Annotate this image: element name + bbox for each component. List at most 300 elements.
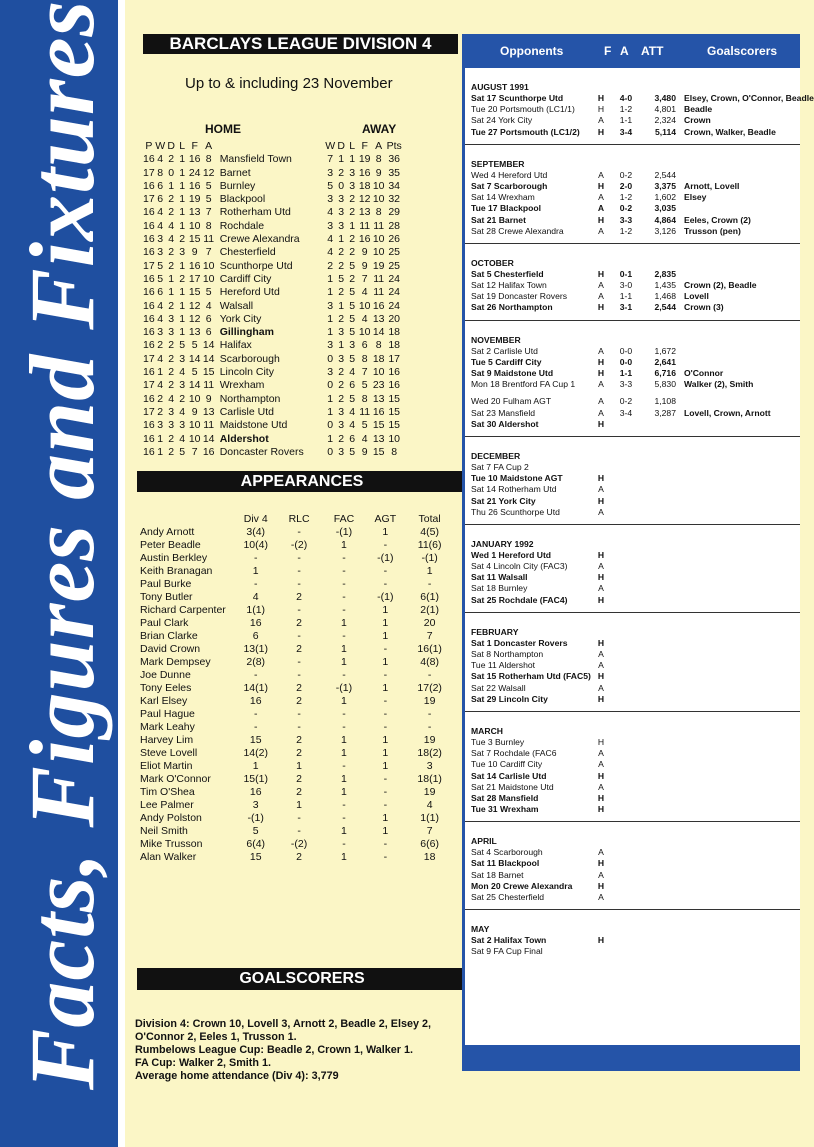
fixture-venue: H: [597, 792, 605, 803]
league-cell: 4: [157, 153, 164, 166]
league-cell: 3: [349, 179, 356, 192]
appearance-cell: -: [297, 812, 301, 824]
league-cell: 4: [361, 432, 368, 445]
fixture-opponent: Sat 18 Barnet: [471, 869, 524, 880]
fixture-venue: A: [598, 192, 604, 203]
league-cell: 3: [327, 219, 334, 232]
league-cell: 16: [143, 366, 155, 379]
fixture-venue: A: [598, 345, 604, 356]
league-cell: 2: [338, 379, 345, 392]
appearance-cell: -: [297, 565, 301, 577]
fixture-venue: A: [598, 506, 604, 517]
league-cell: 2: [349, 233, 356, 246]
league-cell: 2: [349, 246, 356, 259]
fixture-attendance: 2,544: [654, 169, 676, 180]
team-name: Blackpool: [219, 193, 266, 206]
fixture-venue: A: [598, 759, 604, 770]
league-cell: 34: [388, 179, 401, 192]
appearance-cell: 1: [382, 526, 389, 538]
fixture-venue: A: [598, 291, 604, 302]
league-cell: 1: [157, 432, 164, 445]
fixture-attendance: 2,641: [654, 356, 676, 367]
player-name: Joe Dunne: [140, 669, 191, 681]
appearance-cell: 1: [252, 760, 259, 772]
fixture-venue: H: [597, 804, 605, 815]
fixture-row: [471, 935, 800, 946]
league-cell: 16: [372, 405, 385, 418]
fixture-venue: A: [598, 280, 604, 291]
fixture-goalscorers: Arnott, Lovell: [684, 180, 740, 191]
league-cell: 2: [157, 339, 164, 352]
league-cell: 16: [188, 179, 201, 192]
league-cell: 3: [168, 326, 175, 339]
league-cell: 16: [143, 219, 155, 232]
fixture-venue: A: [598, 869, 604, 880]
team-name: Aldershot: [219, 432, 269, 445]
league-cell: 11: [203, 233, 215, 246]
league-cell: 2: [338, 432, 345, 445]
fixture-row: [471, 748, 800, 759]
team-name: Mansfield Town: [219, 153, 292, 166]
appearance-cell: 2(8): [246, 656, 266, 668]
fixture-goalscorers: Eeles, Crown (2): [684, 214, 751, 225]
fixture-score: 0-0: [619, 356, 633, 367]
fixture-opponent: Sat 4 Lincoln City (FAC3): [471, 561, 568, 572]
league-cell: 5: [179, 445, 186, 458]
league-cell: 7: [205, 206, 212, 219]
league-cell: 1: [327, 272, 334, 285]
league-cell: 2: [168, 432, 175, 445]
fixture-venue: H: [597, 770, 605, 781]
appearance-row: [140, 825, 455, 838]
league-cell: 6: [361, 339, 368, 352]
fixture-row: [471, 946, 800, 957]
appearance-cell: -: [253, 708, 258, 720]
appearance-cell: 4: [426, 799, 433, 811]
fixture-opponent: Sat 9 FA Cup Final: [471, 946, 543, 957]
appearances-col-header: RLC: [288, 513, 310, 525]
league-cell: 2: [327, 259, 334, 272]
league-cell: 7: [205, 246, 212, 259]
fixture-venue: H: [597, 858, 605, 869]
league-cell: 4: [327, 233, 334, 246]
league-cell: 16: [143, 419, 155, 432]
appearance-row: [140, 838, 455, 851]
appearance-cell: 17(2): [417, 682, 442, 694]
league-cell: 1: [179, 259, 186, 272]
league-cell: 3: [338, 206, 345, 219]
fixture-row: [471, 269, 800, 280]
league-cell: 18: [358, 179, 371, 192]
league-cell: 3: [338, 405, 345, 418]
league-cell: 8: [157, 166, 164, 179]
fixture-score: 0-2: [619, 396, 633, 407]
league-cell: 3: [338, 219, 345, 232]
league-cell: 15: [372, 419, 385, 432]
league-cell: 16: [143, 326, 155, 339]
league-cell: 16: [143, 312, 155, 325]
fixture-row: [471, 892, 800, 903]
fixture-opponent: Sat 25 Rochdale (FAC4): [471, 594, 568, 605]
league-cell: 3: [338, 352, 345, 365]
appearance-cell: 2: [296, 695, 302, 707]
player-name: Eliot Martin: [140, 760, 193, 772]
league-cell: 16: [143, 206, 155, 219]
league-cell: 13: [372, 312, 385, 325]
fixture-month: [465, 821, 800, 909]
fixture-opponent: Tue 17 Blackpool: [471, 203, 542, 214]
appearance-cell: 6(6): [420, 838, 439, 850]
league-cell: 13: [188, 206, 201, 219]
fixture-row: [471, 396, 800, 407]
month-name: AUGUST 1991: [471, 82, 529, 92]
month-name: MAY: [471, 924, 490, 935]
appearance-cell: -: [383, 578, 388, 590]
league-cell: 9: [361, 445, 368, 458]
league-cell: 19: [358, 153, 371, 166]
appearance-row: [140, 734, 455, 747]
appearance-cell: 10(4): [243, 539, 268, 551]
appearance-cell: -: [383, 721, 388, 733]
league-cell: 3: [327, 339, 334, 352]
appearance-cell: 1: [296, 799, 302, 811]
appearance-cell: 16: [249, 617, 262, 629]
league-cell: 5: [191, 366, 198, 379]
player-name: Brian Clarke: [140, 630, 198, 642]
league-cell: 14: [202, 352, 215, 365]
league-row: [143, 326, 403, 339]
league-cell: 2: [168, 366, 175, 379]
appearance-cell: 1: [341, 747, 347, 759]
fixture-score: 1-1: [619, 115, 633, 126]
fixture-month: [465, 711, 800, 821]
away-label: AWAY: [362, 122, 397, 136]
league-cell: 14: [372, 326, 385, 339]
league-cell: 17: [143, 352, 155, 365]
fixture-attendance: 4,801: [654, 104, 676, 115]
appearance-row: [140, 851, 455, 864]
fixture-month: [465, 320, 800, 436]
appearance-cell: -: [427, 708, 432, 720]
league-cell: 4: [179, 405, 186, 418]
fixture-venue: H: [597, 93, 605, 103]
league-cell: 3: [327, 166, 334, 179]
league-cell: 8: [375, 339, 382, 352]
league-cell: 1: [179, 326, 186, 339]
league-cell: 12: [188, 299, 201, 312]
league-cell: 15: [388, 392, 401, 405]
fixture-score: 0-0: [619, 345, 633, 356]
fixture-row: [471, 408, 800, 419]
league-cell: 0: [168, 166, 175, 179]
league-cell: 9: [375, 166, 382, 179]
fixture-opponent: Sat 7 Rochdale (FAC6: [471, 748, 557, 759]
appearance-row: [140, 604, 455, 617]
goalscorers-line: FA Cup: Walker 2, Smith 1.: [135, 1057, 271, 1069]
appearance-cell: -: [427, 669, 432, 681]
league-cell: 10: [188, 392, 201, 405]
fixture-row: [471, 170, 800, 181]
fixture-row: [471, 793, 800, 804]
fixture-opponent: Sat 11 Walsall: [471, 572, 528, 583]
league-row: [143, 260, 403, 273]
league-cell: 12: [188, 312, 201, 325]
appearance-row: [140, 708, 455, 721]
fixture-opponent: Sat 8 Northampton: [471, 649, 544, 659]
fixture-opponent: Tue 10 Cardiff City: [471, 759, 543, 770]
fixture-venue: H: [597, 736, 605, 747]
league-cell: 4: [157, 219, 164, 232]
appearances-title: APPEARANCES: [137, 471, 467, 492]
league-cell: 19: [188, 193, 201, 206]
league-cell: 16: [358, 233, 371, 246]
appearance-cell: 1: [341, 656, 347, 668]
player-name: Tony Eeles: [140, 682, 192, 694]
fixture-row: [471, 473, 800, 484]
fixture-row: [471, 226, 800, 237]
fixture-opponent: Tue 27 Portsmouth (LC1/2): [471, 126, 580, 137]
player-name: Karl Elsey: [140, 695, 188, 707]
appearance-cell: -: [297, 708, 301, 720]
league-subtitle: Up to & including 23 November: [185, 75, 393, 92]
fixture-row: [471, 583, 800, 594]
player-name: Mark O'Connor: [140, 773, 211, 785]
appearance-row: [140, 552, 455, 565]
appearance-cell: 1: [382, 630, 389, 642]
league-cell: 10: [188, 432, 201, 445]
league-cell: 4: [327, 206, 334, 219]
league-cell: 1: [168, 179, 175, 192]
fixture-opponent: Sat 21 York City: [471, 495, 536, 506]
league-cell: 1: [338, 153, 345, 166]
appearance-cell: 1: [296, 760, 302, 772]
league-col-header: F: [191, 140, 198, 152]
league-cell: 16: [388, 366, 401, 379]
fixture-venue: H: [597, 594, 605, 605]
appearance-cell: -: [342, 565, 346, 577]
appearances-col-header: FAC: [333, 513, 355, 525]
appearance-row: [140, 656, 455, 669]
league-cell: 4: [205, 299, 212, 312]
league-cell: 35: [388, 166, 401, 179]
league-cell: 17: [143, 379, 155, 392]
league-cell: 5: [361, 419, 368, 432]
league-row: [143, 220, 403, 233]
league-cell: 5: [349, 259, 356, 272]
fixture-opponent: Wed 4 Hereford Utd: [471, 169, 548, 180]
league-cell: 1: [338, 299, 345, 312]
league-cell: 1: [179, 219, 186, 232]
league-cell: 9: [191, 405, 198, 418]
appearance-cell: -: [342, 799, 346, 811]
fixture-goalscorers: Crown (2), Beadle: [684, 280, 757, 291]
league-cell: 2: [338, 366, 345, 379]
player-name: Keith Branagan: [140, 565, 213, 577]
league-cell: 3: [179, 352, 186, 365]
team-name: Rochdale: [219, 219, 265, 232]
league-cell: 2: [338, 286, 345, 299]
fixture-row: [471, 561, 800, 572]
league-row: [143, 273, 403, 286]
appearance-row: [140, 695, 455, 708]
appearance-cell: -: [383, 695, 388, 707]
league-col-header: [216, 140, 325, 153]
fixture-opponent: Sat 14 Carlisle Utd: [471, 770, 547, 781]
fixture-opponent: Sat 14 Wrexham: [471, 192, 535, 203]
fixture-row: [471, 462, 800, 473]
player-name: Mark Dempsey: [140, 656, 211, 668]
league-cell: 10: [188, 419, 201, 432]
fixtures-header: [462, 34, 800, 68]
team-name: Hereford Utd: [219, 286, 280, 299]
league-cell: 11: [203, 419, 215, 432]
league-row: [143, 286, 403, 299]
league-cell: 17: [143, 193, 155, 206]
league-cell: 16: [143, 246, 155, 259]
league-cell: 3: [349, 339, 356, 352]
fixture-row: [471, 192, 800, 203]
league-cell: 1: [338, 339, 345, 352]
league-cell: 1: [168, 272, 175, 285]
fixture-venue: A: [598, 847, 604, 858]
league-cell: 5: [349, 312, 356, 325]
appearance-cell: -(1): [377, 591, 394, 603]
league-cell: 6: [349, 379, 356, 392]
appearance-cell: 1: [341, 695, 347, 707]
league-cell: 3: [157, 233, 164, 246]
league-cell: 2: [168, 259, 175, 272]
appearance-cell: 2: [296, 786, 302, 798]
league-cell: 15: [372, 445, 385, 458]
league-cell: 7: [327, 153, 334, 166]
fixture-row: [471, 115, 800, 126]
player-name: Paul Burke: [140, 578, 192, 590]
league-cell: 1: [349, 219, 356, 232]
league-table: [143, 140, 403, 459]
fixture-row: [471, 280, 800, 291]
league-cell: 15: [188, 233, 201, 246]
league-cell: 10: [188, 219, 201, 232]
appearance-cell: 4: [252, 591, 259, 603]
appearance-row: [140, 721, 455, 734]
appearance-cell: 1: [382, 682, 389, 694]
league-cell: 26: [388, 233, 401, 246]
league-col-header: P: [145, 140, 153, 152]
appearance-cell: -(1): [421, 552, 438, 564]
fixture-goalscorers: Beadle: [684, 104, 713, 115]
appearance-cell: 6(1): [420, 591, 439, 603]
fixture-venue: A: [598, 682, 604, 693]
player-name: Alan Walker: [140, 851, 197, 863]
league-cell: 3: [168, 419, 175, 432]
league-cell: 2: [168, 193, 175, 206]
league-cell: 2: [168, 352, 175, 365]
appearance-cell: -: [297, 552, 301, 564]
appearance-cell: -(2): [290, 838, 308, 850]
league-cell: 16: [358, 166, 371, 179]
league-cell: 15: [202, 366, 215, 379]
league-cell: 2: [338, 392, 345, 405]
league-cell: 4: [361, 312, 368, 325]
fixture-row: [471, 771, 800, 782]
fixture-row: [471, 215, 800, 226]
league-cell: 1: [179, 193, 186, 206]
fixture-venue: A: [598, 115, 604, 126]
fixture-venue: H: [597, 473, 605, 484]
fixture-opponent: Sat 12 Halifax Town: [471, 280, 547, 291]
team-name: Northampton: [219, 392, 281, 405]
league-row: [143, 233, 403, 246]
fixture-row: [471, 181, 800, 192]
league-title: BARCLAYS LEAGUE DIVISION 4: [143, 34, 458, 54]
league-cell: 2: [338, 312, 345, 325]
fixture-opponent: Tue 5 Cardiff City: [471, 356, 542, 367]
fixture-venue: A: [598, 169, 604, 180]
appearance-cell: 1: [382, 747, 389, 759]
league-cell: 12: [358, 193, 371, 206]
fixture-opponent: Sat 2 Carlisle Utd: [471, 345, 538, 356]
league-row: [143, 206, 403, 219]
fixture-venue: H: [597, 368, 605, 378]
month-name: JANUARY 1992: [471, 538, 534, 549]
fixture-month: [465, 243, 800, 320]
fixture-opponent: Sat 9 Maidstone Utd: [471, 368, 554, 378]
league-cell: 23: [372, 379, 385, 392]
player-name: Andy Arnott: [140, 526, 195, 538]
league-cell: 2: [349, 206, 356, 219]
header-f: F: [604, 44, 612, 58]
league-cell: 14: [188, 352, 201, 365]
appearance-cell: 1: [341, 825, 347, 837]
fixture-opponent: Sat 11 Blackpool: [471, 858, 540, 869]
league-cell: 11: [203, 379, 215, 392]
appearance-cell: 3: [252, 799, 259, 811]
league-cell: 4: [349, 419, 356, 432]
fixture-row: [471, 346, 800, 357]
fixture-row: [471, 419, 800, 430]
fixture-venue: H: [597, 356, 605, 367]
league-cell: 10: [202, 272, 215, 285]
league-cell: 0: [327, 419, 334, 432]
league-cell: 1: [327, 392, 334, 405]
banner-title: Facts, Figures and Fixtures: [11, 0, 113, 1090]
team-name: Scarborough: [219, 352, 280, 365]
league-cell: 16: [143, 432, 155, 445]
fixture-venue: H: [597, 104, 605, 115]
fixture-row: [471, 357, 800, 368]
league-cell: 2: [157, 405, 164, 418]
league-cell: 3: [168, 405, 175, 418]
league-cell: 10: [358, 326, 371, 339]
fixture-attendance: 3,480: [654, 93, 676, 103]
fixture-opponent: Tue 20 Portsmouth (LC1/1): [471, 104, 575, 115]
appearance-cell: 7: [426, 825, 433, 837]
league-cell: 2: [168, 206, 175, 219]
fixture-score: 1-2: [619, 192, 633, 203]
month-name: MARCH: [471, 725, 503, 736]
appearance-cell: -(1): [247, 812, 264, 824]
player-name: Peter Beadle: [140, 539, 201, 551]
league-cell: 8: [375, 153, 382, 166]
fixture-goalscorers: Walker (2), Smith: [684, 379, 754, 390]
month-name: DECEMBER: [471, 450, 521, 461]
league-cell: 19: [372, 259, 385, 272]
league-cell: 10: [372, 179, 385, 192]
league-cell: 1: [327, 405, 334, 418]
fixture-opponent: Sat 21 Barnet: [471, 214, 526, 225]
month-name: OCTOBER: [471, 257, 514, 268]
league-col-header: D: [167, 140, 175, 152]
